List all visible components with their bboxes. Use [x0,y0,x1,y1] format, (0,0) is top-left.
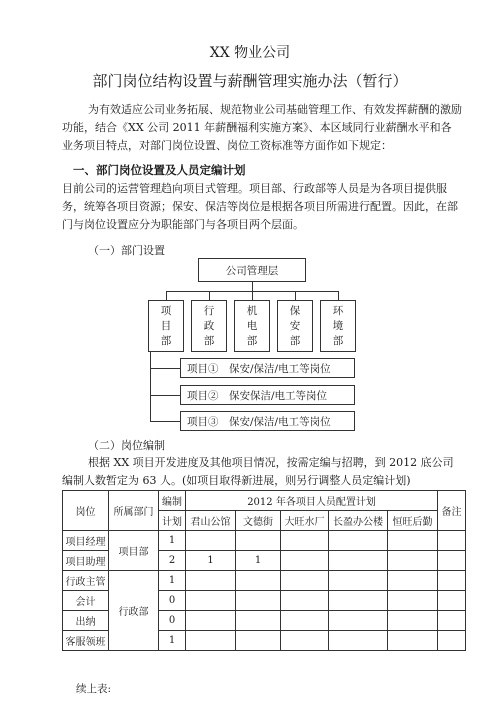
table-row [63,571,466,591]
document-title: 部门岗位结构设置与薪酬管理实施办法（暂行） [92,72,408,90]
cell-position: 会计 [63,591,109,611]
cell-alloc [236,591,281,611]
cell-alloc [281,551,329,571]
cell-alloc [329,591,388,611]
cell-quota: 0 [159,591,186,611]
cell-alloc [388,591,438,611]
cell-alloc [281,531,329,551]
header-remark: 备注 [438,491,466,531]
cell-alloc [236,531,281,551]
cell-alloc [388,551,438,571]
cell-remark [438,531,466,551]
cell-alloc [236,631,281,651]
cell-alloc [281,591,329,611]
cell-quota: 0 [159,611,186,631]
header-quota: 编制 [159,491,186,511]
cell-alloc: 1 [236,551,281,571]
cell-alloc [186,571,236,591]
continued-note: 续上表: [76,683,112,695]
intro-paragraph: 为有效适应公司业务拓展、规范物业公司基础管理工作、有效发挥薪酬的激励功能，结合《XX 公司 2011 年薪酬福利实施方案》、本区域同行业薪酬水平和各业务项目特点，对部门岗位设置、岗位工资标准等方面作如下规定： [62,103,462,152]
header-project: 君山公馆 [186,511,236,531]
cell-alloc [186,611,236,631]
header-plan: 2012 年各项目人员配置计划 [186,491,438,511]
subsection-staffing: （二）岗位编制 [88,439,165,452]
cell-remark [438,571,466,591]
dept-box-project: 项 目 部 [148,300,184,352]
dept-box-admin: 行 政 部 [191,300,227,352]
cell-alloc: 1 [186,551,236,571]
cell-alloc [186,531,236,551]
cell-alloc [186,631,236,651]
project-box-1: 项目① 保安/保洁/电工等岗位 [180,358,355,378]
cell-remark [438,631,466,651]
section-1-paragraph: 目前公司的运营管理趋向项目式管理。项目部、行政部等人员是为各项目提供服务，统筹各项目资源；保安、保洁等岗位是根据各项目所需进行配置。因此，在部门与岗位设置应分为职能部门与各项目两个层面。 [62,182,458,231]
header-project: 文德街 [236,511,281,531]
connector [338,291,339,300]
cell-remark [438,591,466,611]
company-name: XX 物业公司 [209,45,291,61]
subsection-dept-setup: （一）部门设置 [88,244,165,257]
header-project: 大旺水厂 [281,511,329,531]
cell-dept: 行政部 [109,571,159,651]
cell-alloc [329,531,388,551]
header-project: 长盈办公楼 [329,511,388,531]
cell-alloc [329,611,388,631]
cell-alloc [388,631,438,651]
cell-position: 行政主管 [63,571,109,591]
header-dept: 所属部门 [109,491,159,531]
dept-box-mep: 机 电 部 [234,300,270,352]
header-position: 岗位 [63,491,109,531]
cell-alloc [281,631,329,651]
cell-remark [438,611,466,631]
org-top-box: 公司管理层 [198,258,306,282]
cell-alloc [236,611,281,631]
project-box-2: 项目② 保安保洁/电工等岗位 [180,385,355,405]
staffing-table [62,490,466,651]
cell-quota: 1 [159,571,186,591]
connector [252,291,253,300]
dept-box-environment: 环 境 部 [320,300,356,352]
connector [166,291,167,300]
cell-quota: 2 [159,551,186,571]
header-quota-plan: 计划 [159,511,186,531]
cell-alloc [329,571,388,591]
cell-alloc [236,571,281,591]
cell-quota: 1 [159,631,186,651]
connector [295,291,296,300]
cell-alloc [388,611,438,631]
cell-alloc [281,611,329,631]
connector [150,352,151,422]
connector [150,395,180,396]
cell-alloc [388,571,438,591]
cell-position: 出纳 [63,611,109,631]
connector [209,291,210,300]
connector [150,421,180,422]
cell-remark [438,551,466,571]
cell-alloc [329,551,388,571]
header-project: 恒旺后勤 [388,511,438,531]
cell-position: 客服领班 [63,631,109,651]
staffing-paragraph: 根据 XX 项目开发进度及其他项目情况，按需定编与招聘，到 2012 底公司编制人数暂定为 63 人。(如项目取得新进展，则另行调整人员定编计划) [62,456,454,487]
cell-alloc [281,571,329,591]
cell-alloc [388,531,438,551]
cell-alloc [329,631,388,651]
cell-quota: 1 [159,531,186,551]
cell-position: 项目经理 [63,531,109,551]
project-box-3: 项目③ 保安/保洁/电工等岗位 [180,411,355,431]
cell-alloc [186,591,236,611]
cell-dept: 项目部 [109,531,159,571]
dept-box-security: 保 安 部 [277,300,313,352]
table-row [63,531,466,551]
connector [150,368,180,369]
section-heading-1: 一、部门岗位设置及人员定编计划 [73,163,246,177]
cell-position: 项目助理 [63,551,109,571]
